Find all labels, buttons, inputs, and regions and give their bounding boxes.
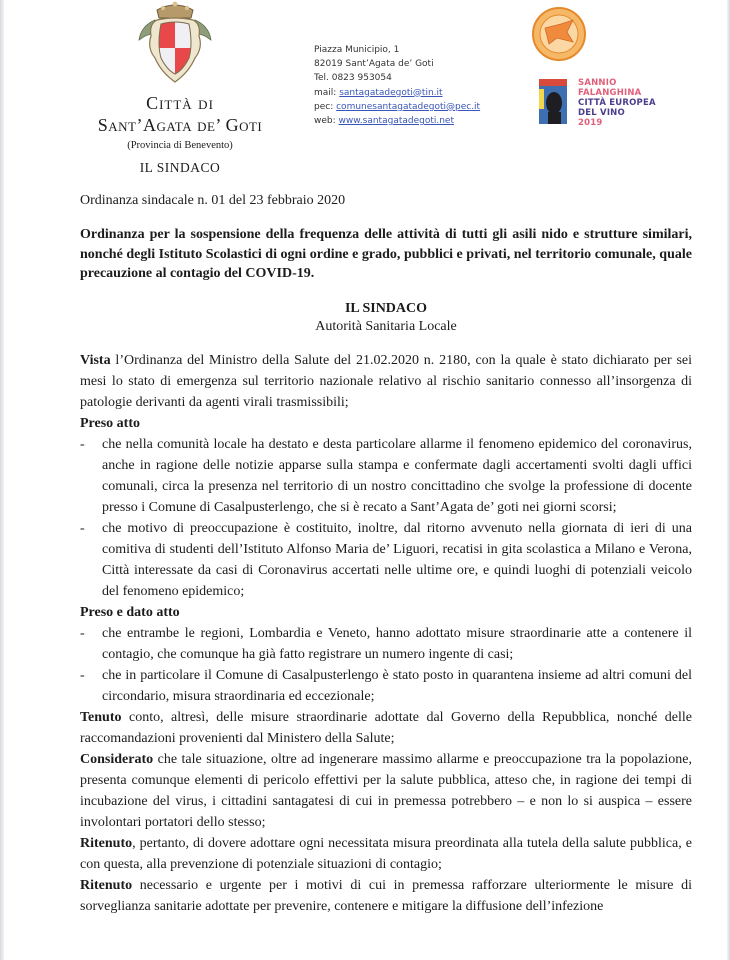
address-line2: 82019 Sant’Agata de’ Goti [314, 59, 434, 70]
vista-lead: Vista [80, 352, 111, 368]
wine-line5: 2019 [578, 118, 603, 128]
pec-link[interactable]: comunesantagatadegoti@pec.it [336, 101, 481, 112]
wine-city-text [578, 78, 656, 128]
considerato-text: che tale situazione, oltre ad ingenerare massimo allarme e preoccupazione tra la popolazione, presenta comunque elementi di pericolo effettivi per la salute pubblica, atteso che, in ragione dei tempi di incubazione del virus, i cittadini santagatesi di cui in premessa potrebbero – e non lo si auspica – essere involontari portatori dello stesso; [80, 751, 692, 830]
coat-of-arms-icon [135, 0, 215, 85]
list-item-text: che entrambe le regioni, Lombardia e Veneto, hanno adottato misure straordinarie atte a contenere il contagio, che comunque ha già fatto registrare un numero ingente di casi; [102, 625, 692, 662]
preso-atto-list [80, 434, 692, 602]
ritenuto-lead-2: Ritenuto [80, 877, 133, 893]
wine-line2: FALANGHINA [578, 88, 642, 98]
dash-bullet: - [80, 625, 85, 641]
ordinance-title: Ordinanza per la sospensione della frequenza delle attività di tutti gli asili nido e strutture similari, nonché degli Istituto Scolastici di ogni ordine e grado, pubblici e privati, nel territorio comunale, quale precauzione al contagio del COVID-19. [80, 227, 692, 281]
mail-link[interactable]: santagatadegoti@tin.it [339, 87, 443, 98]
preso-atto-heading: Preso atto [80, 415, 140, 431]
office-label: IL SINDACO [139, 160, 221, 175]
ritenuto-text-2: necessario e urgente per i motivi di cui in premessa rafforzare ulteriormente le misure di sorveglianza sanitarie adottate per prevenire, contenere e mitigare la diffusione dell’infezione [80, 877, 692, 914]
citta-europea-del-vino-logo-icon [539, 79, 567, 124]
ordinance-number: Ordinanza sindacale n. 01 del 23 febbraio 2020 [80, 193, 346, 208]
mail-label: mail: [314, 87, 337, 98]
ritenuto-paragraph-1 [80, 833, 692, 875]
page-edge-left [0, 0, 4, 960]
wine-line1: SANNIO [578, 78, 617, 88]
ritenuto-paragraph-2 [80, 875, 692, 917]
city-name-line1: Città di [146, 93, 214, 113]
tenuto-text: conto, altresì, delle misure straordinarie adottate dal Governo della Repubblica, nonché delle raccomandazioni provenienti dal Ministero della Salute; [80, 709, 692, 746]
list-item [80, 623, 692, 665]
web-link[interactable]: www.santagatadegoti.net [338, 116, 455, 127]
list-item [80, 665, 692, 707]
city-name-line2: Sant’Agata de’ Goti [97, 115, 263, 135]
list-item-text: che nella comunità locale ha destato e desta particolare allarme il fenomeno epidemico del coronavirus, anche in ragione delle notizie apparse sulla stampa e confermate dagli accertamenti svolti dagli uffici comunali, circa la presenza nel territorio di un nostro concittadino che svolge la professione di docente presso i Comune di Casalpusterlengo, che si è recato a Sant’Agata de’ goti nei giorni scorsi; [102, 436, 692, 515]
wine-line4: DEL VINO [578, 108, 625, 118]
considerato-lead: Considerato [80, 751, 154, 767]
vista-text: l’Ordinanza del Ministro della Salute del 21.02.2020 n. 2180, con la quale è stato dichiarato per sei mesi lo stato di emergenza sul territorio nazionale relativo al rischio sanitario connesso all’insorgenza di patologie derivanti da agenti virali trasmissibili; [80, 352, 692, 410]
tenuto-paragraph [80, 707, 692, 749]
list-item-text: che in particolare il Comune di Casalpusterlengo è stato posto in quarantena insieme ad altri comuni del circondario, misura straordinaria ed eccezionale; [102, 667, 692, 704]
contact-block [314, 43, 480, 128]
address-line1: Piazza Municipio, 1 [314, 45, 400, 55]
bandiera-arancione-logo-icon [531, 6, 587, 62]
province-label: (Provincia di Benevento) [127, 140, 233, 151]
ordinance-body [80, 190, 692, 917]
preso-dato-atto-heading: Preso e dato atto [80, 604, 180, 620]
pec-row [314, 100, 480, 114]
issuer-title: IL SINDACO [344, 300, 428, 316]
ritenuto-lead-1: Ritenuto [80, 835, 133, 851]
list-item-text: che motivo di preoccupazione è costituito, inoltre, dal ritorno avvenuto nella giornata di ieri di una comitiva di studenti dell’Istituto Alfonso Maria de’ Liguori, recatisi in gita scolastica a Milano e Verona, Città interessate da casi di Coronavirus accertati nelle ultime ore, e quindi luoghi di potenziali veicolo del fenomeno epidemico; [102, 520, 692, 599]
tenuto-lead: Tenuto [80, 709, 122, 725]
wine-line3: CITTÀ EUROPEA [578, 98, 656, 108]
mail-row [314, 86, 480, 100]
ritenuto-text-1: , pertanto, di dovere adottare ogni necessitata misura preordinata alla tutela della salute pubblica, e con questa, alla prevenzione di potenziale situazioni di contagio; [80, 835, 692, 872]
preso-dato-atto-list [80, 623, 692, 707]
issuer-subtitle: Autorità Sanitaria Locale [315, 318, 457, 334]
web-row [314, 114, 480, 128]
web-label: web: [314, 116, 336, 127]
considerato-paragraph [80, 749, 692, 833]
dash-bullet: - [80, 436, 85, 452]
vista-paragraph [80, 350, 692, 413]
list-item [80, 434, 692, 518]
dash-bullet: - [80, 667, 85, 683]
pec-label: pec: [314, 101, 334, 112]
list-item [80, 518, 692, 602]
city-heading-block [95, 92, 265, 178]
dash-bullet: - [80, 520, 85, 536]
telephone: Tel. 0823 953054 [314, 73, 392, 84]
